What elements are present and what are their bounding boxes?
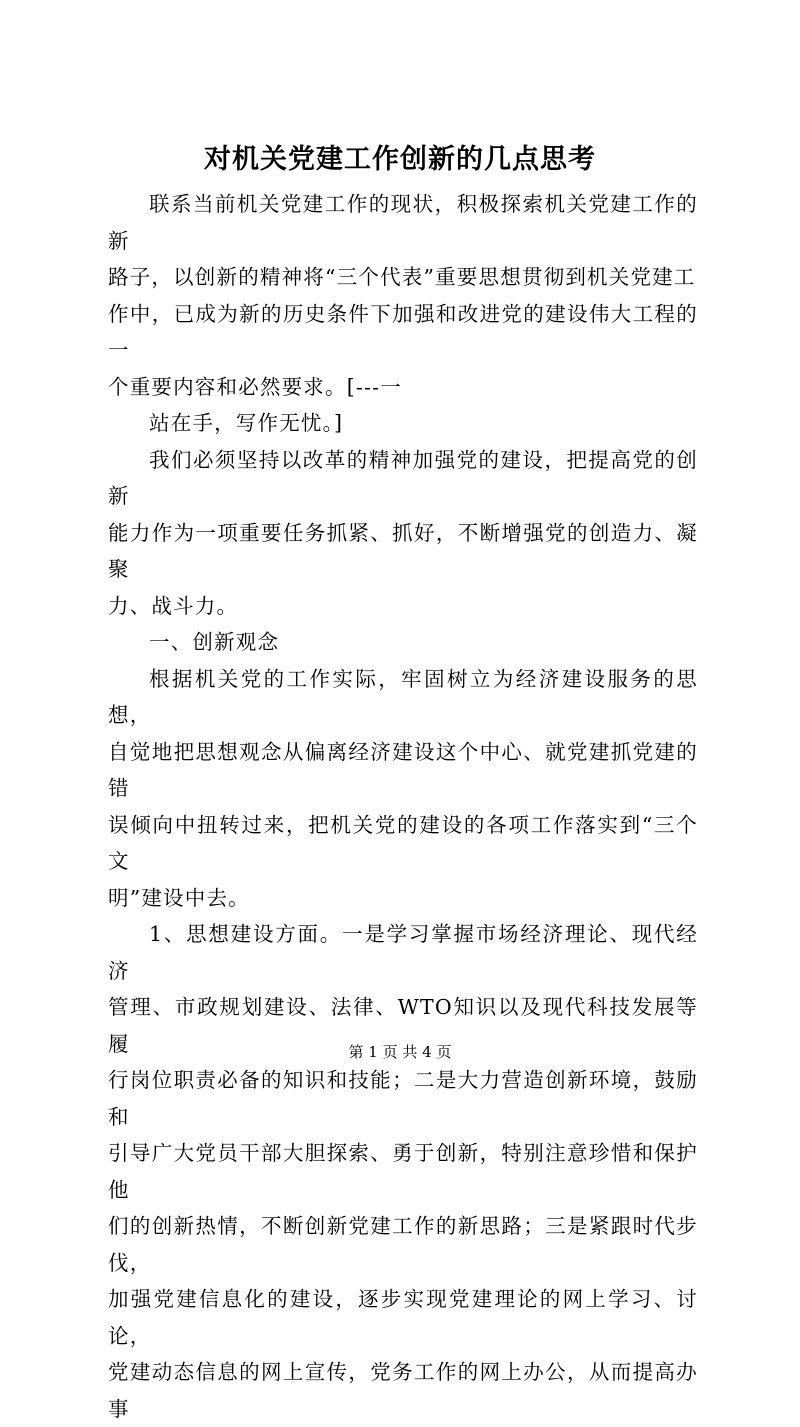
paragraph-reform: 我们必须坚持以改革的精神加强党的建设，把提高党的创新 能力作为一项重要任务抓紧、抓好，不断增强党的创造力、凝聚 力、战斗力。 bbox=[108, 447, 698, 618]
paragraph-intro: 联系当前机关党建工作的现状，积极探索机关党建工作的新 路子，以创新的精神将“三个代表”重要思想贯彻到机关党建工 作中，已成为新的历史条件下加强和改进党的建设伟大工程的一 个重要内容和必然要求。[---一 bbox=[108, 192, 698, 399]
document-title: 对机关党建工作创新的几点思考 bbox=[204, 144, 596, 175]
section-heading-concept: 一、创新观念 bbox=[149, 630, 280, 654]
paragraph-bracket-note: 站在手，写作无忧。] bbox=[149, 411, 344, 435]
paragraph-concept: 根据机关党的工作实际，牢固树立为经济建设服务的思想， 自觉地把思想观念从偏离经济建设这个中心、就党建抓党建的错 误倾向中扭转过来，把机关党的建设的各项工作落实到“三个文 明”建设中去。 bbox=[108, 666, 698, 910]
document-body bbox=[108, 186, 698, 1427]
page-footer: 第 1 页 共 4 页 bbox=[348, 1043, 452, 1061]
paragraph-ideology: 1、思想建设方面。一是学习掌握市场经济理论、现代经济 管理、市政规划建设、法律、WTO知识以及现代科技发展等履 行岗位职责必备的知识和技能；二是大力营造创新环境，鼓励和 引导广大党员干部大胆探索、勇于创新，特别注意珍惜和保护他 们的创新热情，不断创新党建工作的新思路；三是紧跟时代步伐， 加强党建信息化的建设，逐步实现党建理论的网上学习、讨论， 党建动态信息的网上宣传，党务工作的网上办公，从而提高办事 bbox=[108, 922, 698, 1421]
